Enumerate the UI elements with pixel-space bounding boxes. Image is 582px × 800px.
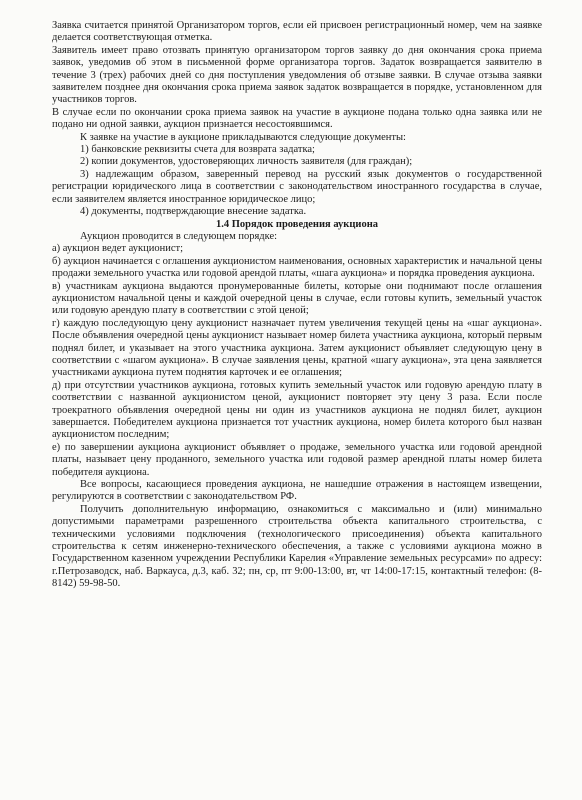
procedure-item-v: в) участникам аукциона выдаются пронумерованные билеты, которые они поднимают после оглашения аукционистом начальной цены и каждой очередной цены в случае, если готовы купить, земельный участок или годовую арендую плату в соответствии с этой ценой;	[52, 280, 542, 317]
procedure-intro: Аукцион проводится в следующем порядке:	[80, 230, 278, 242]
procedure-item-e: е) по завершении аукциона аукционист объявляет о продаже, земельного участка или годовой арендной платы, называет цену проданного, земельного участка или годовой размер арендной платы номер билета победителя аукциона.	[52, 441, 542, 478]
attachment-item-3: 3) надлежащим образом, заверенный перевод на русский язык документов о государственной регистрации юридического лица в соответствии с законодательством иностранного государства в случае, если заявителем является иностранное юридическое лицо;	[52, 168, 542, 205]
attachment-item-4: 4) документы, подтверждающие внесение задатка.	[80, 206, 307, 218]
paragraph-registration: Заявка считается принятой Организатором торгов, если ей присвоен регистрационный номер, чем на заявке делается соответствующая отметка.	[52, 20, 542, 44]
procedure-item-d: д) при отсутствии участников аукциона, готовых купить земельный участок или годовую арендую плату в соответствии с названной аукционистом ценой, аукционист повторяет эту цену 3 раза. Если после троекратного объявления очередной цены ни один из участников аукциона не поднял билет, аукцион завершается. Победителем аукциона признается тот участник аукциона, номер билета которого был назван аукционистом последним;	[52, 379, 542, 441]
procedure-item-g: г) каждую последующую цену аукционист назначает путем увеличения текущей цены на «шаг аукциона». После объявления очередной цены аукционист называет номер билета участника аукциона, который первым поднял билет, и указывает на этого участника аукциона. Затем аукционист объявляет следующую цену в соответствии с «шагом аукциона». В случае заявления цены, кратной «шагу аукциона», эта цена заявляется участниками аукциона путем поднятия карточек и ее оглашения;	[52, 317, 542, 379]
attachments-intro: К заявке на участие в аукционе прикладываются следующие документы:	[80, 131, 406, 143]
attachment-item-1: 1) банковские реквизиты счета для возврата задатка;	[80, 144, 315, 156]
closing-paragraph-contacts: Получить дополнительную информацию, ознакомиться с максимально и (или) минимально допустимыми параметрами разрешенного строительства объекта капитального строительства, с техническими условиями подключения (технологического присоединения) объекта капитального строительства к сетям инженерно-технического обеспечения, а также с условиями аукциона можно в Государственном казенном учреждении Республики Карелия «Управление земельных ресурсами» по адресу: г.Петрозаводск, наб. Варкауса, д.3, каб. 32; пн, ср, пт 9:00-13:00, вт, чт 14:00-17:15, контактный телефон: (8-8142) 59-98-50.	[52, 503, 542, 590]
paragraph-withdrawal: Заявитель имеет право отозвать принятую организатором торгов заявку до дня окончания срока приема заявок, уведомив об этом в письменной форме организатора торгов. Задаток возвращается заявителю в течение 3 (трех) рабочих дней со дня поступления уведомления об отзыве заявки. В случае отзыва заявки заявителем позднее дня окончания срока приема заявок задаток возвращается в порядке, установленном для участников торгов.	[52, 44, 542, 106]
paragraph-single-bid: В случае если по окончании срока приема заявок на участие в аукционе подана только одна заявка или не подано ни одной заявки, аукцион признается несостоявшимся.	[52, 106, 542, 131]
procedure-item-a: а) аукцион ведет аукционист;	[52, 243, 183, 255]
attachment-item-2: 2) копии документов, удостоверяющих личность заявителя (для граждан);	[80, 156, 413, 168]
closing-paragraph-legislation: Все вопросы, касающиеся проведения аукциона, не нашедшие отражения в настоящем извещении, регулируются в соответствии с законодательством РФ.	[52, 479, 542, 503]
procedure-item-b: б) аукцион начинается с оглашения аукционистом наименования, основных характеристик и начальной цены продажи земельного участка или годовой арендой платы, «шага аукциона» и порядка проведения аукциона.	[52, 255, 542, 280]
section-heading: 1.4 Порядок проведения аукциона	[215, 218, 379, 230]
